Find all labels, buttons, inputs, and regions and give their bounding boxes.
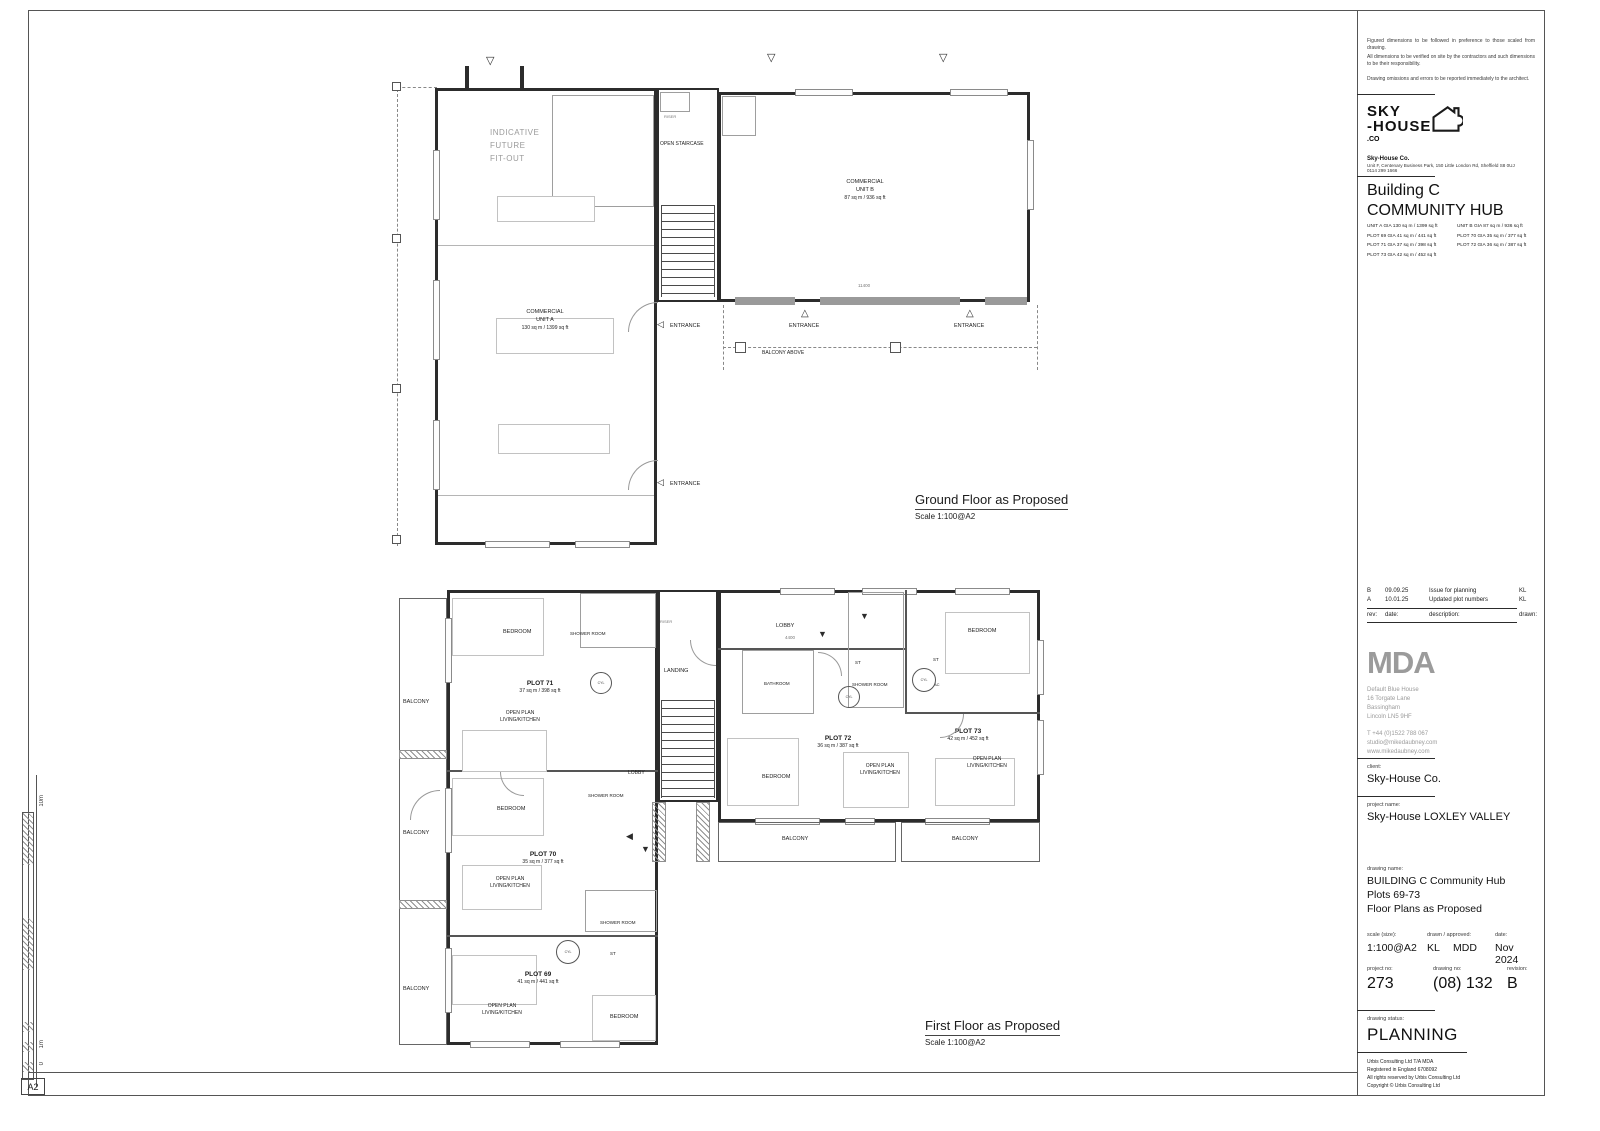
areas-left-column: UNIT A GIA 130 sq m / 1399 sq ft PLOT 69 GIA 41 sq m / 441 sq ft PLOT 71 GIA 37 sq m / 398 sq ft PLOT 73 GIA 42 sq m / 452 sq ft xyxy=(1367,224,1438,258)
footer-line xyxy=(28,1072,1357,1073)
plot-71-label: PLOT 71 37 sq m / 398 sq ft xyxy=(519,680,561,694)
copyright-block: Urbis Consulting Ltd T/A MDA Registered in England 6708092 All rights reserved by Urbis Consulting Ltd Copyright © Urbis Consulting Ltd xyxy=(1367,1059,1461,1089)
client-block: client: Sky-House Co. xyxy=(1367,764,1441,785)
building-title: Building C xyxy=(1367,182,1440,199)
plot-72-label: PLOT 72 36 sq m / 387 sq ft xyxy=(817,735,859,749)
window xyxy=(955,588,1010,595)
balcony-divider xyxy=(696,802,710,862)
sheet-size-badge: A2 xyxy=(21,1078,45,1095)
revision-table xyxy=(1367,588,1539,623)
scale-bar-0-label: 0 xyxy=(39,1062,45,1066)
furniture xyxy=(497,196,595,222)
divider xyxy=(1357,758,1435,759)
grid-marker xyxy=(392,535,401,544)
project-block: project name: Sky-House LOXLEY VALLEY xyxy=(1367,802,1511,823)
balcony-label: BALCONY xyxy=(782,836,809,842)
grid-marker xyxy=(392,82,401,91)
open-plan-label: OPEN PLAN LIVING/KITCHEN xyxy=(482,1003,522,1016)
unit-a-label: COMMERCIAL UNIT A 130 sq m / 1399 sq ft xyxy=(521,309,569,331)
scale-bar-axis xyxy=(36,775,37,1087)
entrance-triangle-icon: △ xyxy=(966,308,974,319)
plot-70-label: PLOT 70 35 sq m / 377 sq ft xyxy=(522,851,564,865)
fitout-partition xyxy=(438,495,654,496)
mda-contact: T +44 (0)1522 788 067 studio@mikedaubney.com www.mikedaubney.com xyxy=(1367,731,1438,755)
cylinder-tank: CYL xyxy=(838,686,860,708)
revision-header-row: rev: date: description: drawn: xyxy=(1367,612,1538,618)
grid-line xyxy=(397,84,398,546)
scale-bar-segment xyxy=(23,918,33,970)
balcony-divider xyxy=(399,900,447,909)
balcony-label: BALCONY xyxy=(403,830,430,836)
bed xyxy=(727,738,799,806)
room-label-shower: SHOWER ROOM xyxy=(570,631,606,636)
furniture xyxy=(498,424,610,454)
riser-label: RISER xyxy=(660,619,673,624)
cylinder-tank: CYL xyxy=(590,672,612,694)
note-text: Figured dimensions to be followed in preference to those scaled from drawing. xyxy=(1367,38,1535,52)
storefront-glazing xyxy=(985,297,1027,305)
window xyxy=(1037,720,1044,775)
balcony-label: BALCONY xyxy=(403,699,430,705)
scale-bar-segment xyxy=(23,1042,33,1052)
mda-block xyxy=(1367,645,1438,757)
entrance-label: ENTRANCE xyxy=(789,323,820,329)
note-text: All dimensions to be verified on site by the contractors and such dimensions to be their responsibility. xyxy=(1367,54,1535,68)
window xyxy=(1027,140,1034,210)
divider xyxy=(1367,622,1517,623)
plot-73-label: PLOT 73 42 sq m / 452 sq ft xyxy=(947,728,989,742)
bed xyxy=(452,598,544,656)
entrance-label: ENTRANCE xyxy=(670,323,701,329)
balcony-label: BALCONY xyxy=(403,986,430,992)
staircase xyxy=(661,700,715,798)
mda-logo: MDA xyxy=(1367,645,1435,680)
revision-row: A 10.01.25 Updated plot numbers KL xyxy=(1367,597,1527,603)
room-label-st: ST xyxy=(855,660,861,665)
divider xyxy=(1357,94,1435,95)
window xyxy=(433,150,440,220)
riser-label: RISER xyxy=(664,114,677,119)
project-name: Sky-House LOXLEY VALLEY xyxy=(1367,811,1511,823)
divider xyxy=(1357,1052,1467,1053)
flow-arrow-icon: ◀ xyxy=(626,831,633,841)
sofa xyxy=(843,752,909,808)
storefront-glazing xyxy=(820,297,960,305)
window xyxy=(560,1041,620,1048)
drawing-number: (08) 132 xyxy=(1433,975,1493,992)
open-plan-label: OPEN PLAN LIVING/KITCHEN xyxy=(860,763,900,776)
balcony-above-line xyxy=(1037,305,1038,370)
wall-stub xyxy=(465,66,469,90)
flow-arrow-icon: ▼ xyxy=(641,844,650,854)
unit-b-label: COMMERCIAL UNIT B 87 sq m / 936 sq ft xyxy=(844,179,886,201)
open-plan-label: OPEN PLAN LIVING/KITCHEN xyxy=(967,756,1007,769)
ground-floor-title: Ground Floor as Proposed xyxy=(915,492,1068,510)
drawn-value: KL xyxy=(1427,942,1440,954)
entrance-label: ENTRANCE xyxy=(954,323,985,329)
window xyxy=(470,1041,530,1048)
scale-value: 1:100@A2 xyxy=(1367,942,1417,954)
entrance-triangle-icon: ◁ xyxy=(657,477,664,487)
divider xyxy=(1357,1010,1435,1011)
riser-cupboard xyxy=(722,96,756,136)
room-label-st: ST xyxy=(610,951,616,956)
shower-room-partition xyxy=(585,890,657,932)
window xyxy=(1037,640,1044,695)
window xyxy=(445,618,452,683)
project-number: 273 xyxy=(1367,975,1394,992)
storefront-glazing xyxy=(735,297,795,305)
balcony-above-label: BALCONY ABOVE xyxy=(762,350,805,356)
room-label-st: ST xyxy=(933,657,939,662)
balcony-above-line xyxy=(723,305,724,370)
landing-label: LANDING xyxy=(664,668,689,674)
revision-row: B 09.09.25 Issue for planning KL xyxy=(1367,588,1527,594)
building-title-block xyxy=(1367,182,1504,220)
scale-bar-segment xyxy=(23,813,33,865)
first-floor-scale: Scale 1:100@A2 xyxy=(925,1038,986,1047)
grid-line xyxy=(397,87,437,88)
open-staircase-label: OPEN STAIRCASE xyxy=(660,141,704,147)
scale-bar-10m-label: 10m xyxy=(39,795,45,807)
skyhouse-logo-text: SKY -HOUSE xyxy=(1367,103,1432,135)
room-label-ac: AC xyxy=(934,682,940,687)
sofa xyxy=(462,730,547,772)
window xyxy=(950,89,1008,96)
date-value: Nov 2024 xyxy=(1495,942,1519,966)
balcony-left xyxy=(399,598,447,1045)
entrance-marker-icon: ▽ xyxy=(767,52,776,64)
divider xyxy=(1357,176,1435,177)
cylinder-tank: CYL xyxy=(912,668,936,692)
balcony-label: BALCONY xyxy=(952,836,979,842)
scale-bar-segment xyxy=(23,1022,33,1032)
balcony-above-line xyxy=(723,347,1037,348)
room-label-bedroom: BEDROOM xyxy=(762,774,791,780)
window xyxy=(445,788,452,853)
status-value: PLANNING xyxy=(1367,1025,1458,1044)
balcony-divider xyxy=(652,802,666,862)
dimension-text: 4400 xyxy=(785,635,796,640)
window xyxy=(795,89,853,96)
window xyxy=(433,420,440,490)
grid-marker xyxy=(392,234,401,243)
window xyxy=(433,280,440,360)
entrance-triangle-icon: ◁ xyxy=(657,319,664,329)
approved-value: MDD xyxy=(1453,942,1477,954)
cylinder-tank: CYL xyxy=(556,940,580,964)
shower-room-partition xyxy=(580,593,656,648)
revision-letter: B xyxy=(1507,975,1518,992)
skyhouse-house-icon xyxy=(1429,104,1463,139)
scale-bar-1m-label: 1m xyxy=(39,1040,45,1049)
window xyxy=(780,588,835,595)
fitout-label: INDICATIVE FUTURE FIT-OUT xyxy=(490,128,540,163)
status-block: drawing status: PLANNING xyxy=(1367,1016,1458,1044)
areas-right-column: UNIT B GIA 87 sq m / 936 sq ft PLOT 70 GIA 35 sq m / 377 sq ft PLOT 72 GIA 36 sq m / 387 sq ft xyxy=(1457,224,1527,248)
plot-partition xyxy=(905,712,1040,714)
bed xyxy=(945,612,1030,674)
room-label-bedroom: BEDROOM xyxy=(497,806,526,812)
room-label-shower: SHOWER ROOM xyxy=(600,920,636,925)
plot-partition xyxy=(447,935,658,937)
room-label-bedroom: BEDROOM xyxy=(610,1014,639,1020)
window xyxy=(575,541,630,548)
window xyxy=(445,948,452,1013)
grid-marker xyxy=(392,384,401,393)
room-label-shower: SHOWER ROOM xyxy=(852,682,888,687)
wall-stub xyxy=(520,66,524,90)
flow-arrow-icon: ▼ xyxy=(860,611,869,621)
skyhouse-address: Sky-House Co. Unit F, Centenary Business Park, 150 Little London Rd, Sheffield S8 0UJ 0114 299 1666 xyxy=(1367,156,1515,173)
entrance-marker-icon: ▽ xyxy=(939,52,948,64)
column-marker xyxy=(735,342,746,353)
lobby-label: LOBBY xyxy=(776,623,795,629)
room-label-bedroom: BEDROOM xyxy=(968,628,997,634)
plot-69-label: PLOT 69 41 sq m / 441 sq ft xyxy=(517,971,559,985)
open-plan-label: OPEN PLAN LIVING/KITCHEN xyxy=(490,876,530,889)
title-block: Figured dimensions to be followed in preference to those scaled from drawing. All dimensions to be verified on site by the contractors and such dimensions to be their responsibility. Drawing omissions and errors to be reported immediately to the architect. SKY -HOUSE .CO Sky-House Co. Unit F, Centenary Business Park, 150 Little London Rd, Sheffield S8 0UJ 0114 299 1666 Building C COMMUNITY HUB UNIT A GIA 130 sq m / 1399 sq ft PLOT 69 GIA 41 sq m / 441 sq ft PLOT 71 GIA 37 sq m / 398 sq ft PLOT 73 GIA 42 sq m / 452 sq ft UNIT B GIA 87 sq m / 936 sq ft PLOT 70 GIA 35 sq m / 377 sq ft PLOT 72 GIA 36 sq m / 387 sq ft B 09.09.25 Issue for planning KL A 10.01.25 Updated plot numbers KL rev: date: description: drawn: MDA Default Blue House 16 Torgate Lane Bassingham Lincoln LN5 9HF T +44 (0)1522 788 067 studio@mikedaubney.com www.mikedaubney.com client: Sky-House Co. project name: Sky-House LOXLEY VALLEY drawing name: BUILDING C Community Hub Plots 69-73 Floor Plans as Proposed scale (size): drawn / approved: date: 1:100@A2 KL MDD Nov 2024 project no: drawing no: revision: 273 (08) 132 B drawing status: PLANNING Urbis Consulting Ltd T/A MDA Registered in England 6708092 All rights reserved by Urbis Consulting Ltd Copyright © Urbis Consulting Ltd xyxy=(1357,10,1545,1096)
plot-partition xyxy=(905,590,907,712)
note-text: Drawing omissions and errors to be reported immediately to the architect. xyxy=(1367,76,1530,82)
building-subtitle: COMMUNITY HUB xyxy=(1367,202,1504,219)
balcony-divider xyxy=(399,750,447,759)
window xyxy=(485,541,550,548)
entrance-marker-icon: ▽ xyxy=(486,55,495,67)
dimension-text: 11400 xyxy=(858,283,871,288)
scale-bar-segment xyxy=(23,1062,33,1072)
open-plan-label: OPEN PLAN LIVING/KITCHEN xyxy=(500,710,540,723)
fitout-partition xyxy=(438,245,654,246)
entrance-label: ENTRANCE xyxy=(670,481,701,487)
flow-arrow-icon: ▼ xyxy=(818,629,827,639)
fitout-partition xyxy=(552,95,654,207)
mda-address: Default Blue House 16 Torgate Lane Bassingham Lincoln LN5 9HF xyxy=(1367,687,1419,720)
room-label-bathroom: BATHROOM xyxy=(764,681,790,686)
skyhouse-logo: SKY -HOUSE .CO xyxy=(1367,103,1432,143)
room-label-shower: SHOWER ROOM xyxy=(588,793,624,798)
ground-floor-scale: Scale 1:100@A2 xyxy=(915,512,976,521)
first-floor-title: First Floor as Proposed xyxy=(925,1018,1060,1036)
room-label-bedroom: BEDROOM xyxy=(503,629,532,635)
divider xyxy=(1357,796,1435,797)
column-marker xyxy=(890,342,901,353)
staircase xyxy=(661,205,715,297)
entrance-triangle-icon: △ xyxy=(801,308,809,319)
riser-cupboard xyxy=(660,92,690,112)
client-name: Sky-House Co. xyxy=(1367,773,1441,785)
divider xyxy=(1367,608,1517,609)
drawing-name-block: drawing name: BUILDING C Community Hub Plots 69-73 Floor Plans as Proposed xyxy=(1367,866,1506,915)
lobby-label: LOBBY xyxy=(628,770,645,776)
